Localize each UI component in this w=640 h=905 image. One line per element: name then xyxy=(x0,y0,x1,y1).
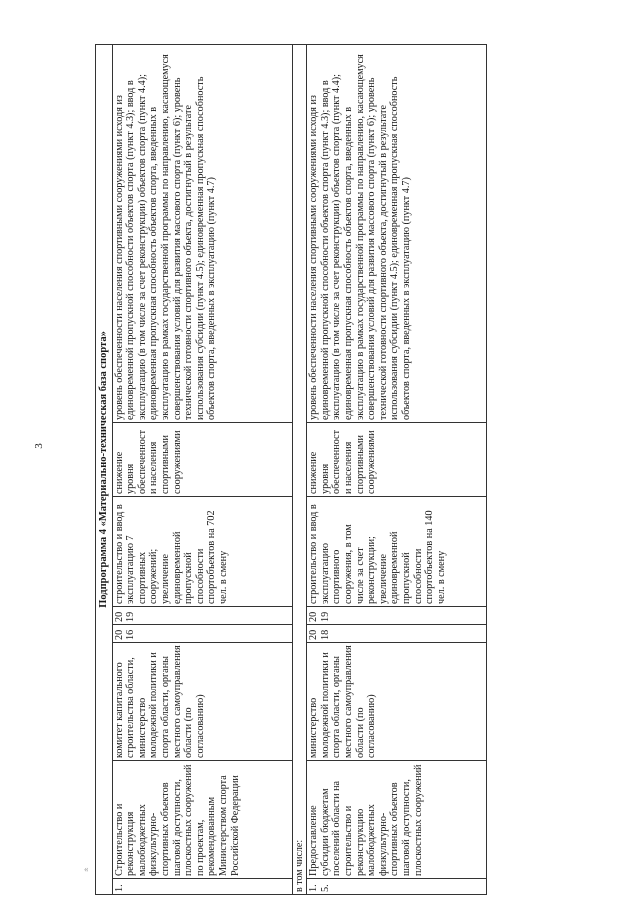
indicators: уровень обеспеченности населения спортивными сооружениями исходя из единовременной пропускной способности объектов спорта (пункт 4.3); ввод в эксплуатацию (в том числе за счет реконструкции) объектов спорта (пункт 4.4); единовременная пропускная способность объектов спорта, введенных в эксплуатацию в рамках государственной программы по направлению, касающемуся совершенствования условий для развития массового спорта (пункт 6); уровень технической готовности спортивного объекта, достигнутый в результате использования субсидии (пункт 4.5); единовременная пропускная способность объектов спорта, введенных в эксплуатацию (пункт 4.7) xyxy=(112,44,292,422)
measure-name: Строительство и реконструкция малобюджетных физкультурно-спортивных объектов шаговой доступности, плоскостных сооружений по проектам, рекомендованным Министерством спорта Российской Федерации xyxy=(112,761,292,879)
subheading: в том числе: xyxy=(292,44,307,894)
row-number: 1. xyxy=(112,879,292,895)
program-table xyxy=(95,44,487,895)
section-title: Подпрограмма 4 «Материально-техническая база спорта» xyxy=(96,44,113,894)
page-number: 3 xyxy=(32,443,45,449)
executor: министерство молодежной политики и спорта области, органы местного самоуправления области (по согласованию) xyxy=(307,643,487,761)
year-end: 2019 xyxy=(307,607,487,625)
risk-consequence: снижение уровня обеспеченности населения спортивными сооружениями xyxy=(112,423,292,497)
year-end: 2019 xyxy=(112,607,292,625)
row-number: 1.5. xyxy=(307,879,487,895)
table-row xyxy=(307,44,487,894)
margin-mark: « xyxy=(84,864,89,874)
measure-name: Предоставление субсидии бюджетам поселений области на строительство и реконструкцию малобюджетных физкультурно-спортивных объектов шаговой доступности, плоскостных сооружений xyxy=(307,761,487,879)
executor: комитет капитального строительства области, министерство молодежной политики и спорта области, органы местного самоуправления области (по согласованию) xyxy=(112,643,292,761)
expected-result: строительство и ввод в эксплуатацию спортивного сооружения, в том числе за счет реконструкции; увеличение единовременной пропускной способности спортобъектов на 140 чел. в смену xyxy=(307,497,487,607)
indicators: уровень обеспеченности населения спортивными сооружениями исходя из единовременной пропускной способности объектов спорта (пункт 4.3); ввод в эксплуатацию (в том числе за счет реконструкции) объектов спорта (пункт 4.4); единовременная пропускная способность объектов спорта, введенных в эксплуатацию в рамках государственной программы по направлению, касающемуся совершенствования условий для развития массового спорта (пункт 6); уровень технической готовности спортивного объекта, достигнутый в результате использования субсидии (пункт 4.5); единовременная пропускная способность объектов спорта, введенных в эксплуатацию (пункт 4.7) xyxy=(307,44,487,422)
table-row xyxy=(292,44,307,894)
year-start: 2018 xyxy=(307,625,487,643)
rotated-table-container xyxy=(95,45,635,895)
section-header-row xyxy=(96,44,113,894)
expected-result: строительство и ввод в эксплуатацию 7 спортивных сооружений; увеличение единовременной пропускной способности спортобъектов на 702 чел. в смену xyxy=(112,497,292,607)
table-row xyxy=(112,44,292,894)
year-start: 2016 xyxy=(112,625,292,643)
risk-consequence: снижение уровня обеспеченности населения спортивными сооружениями xyxy=(307,423,487,497)
